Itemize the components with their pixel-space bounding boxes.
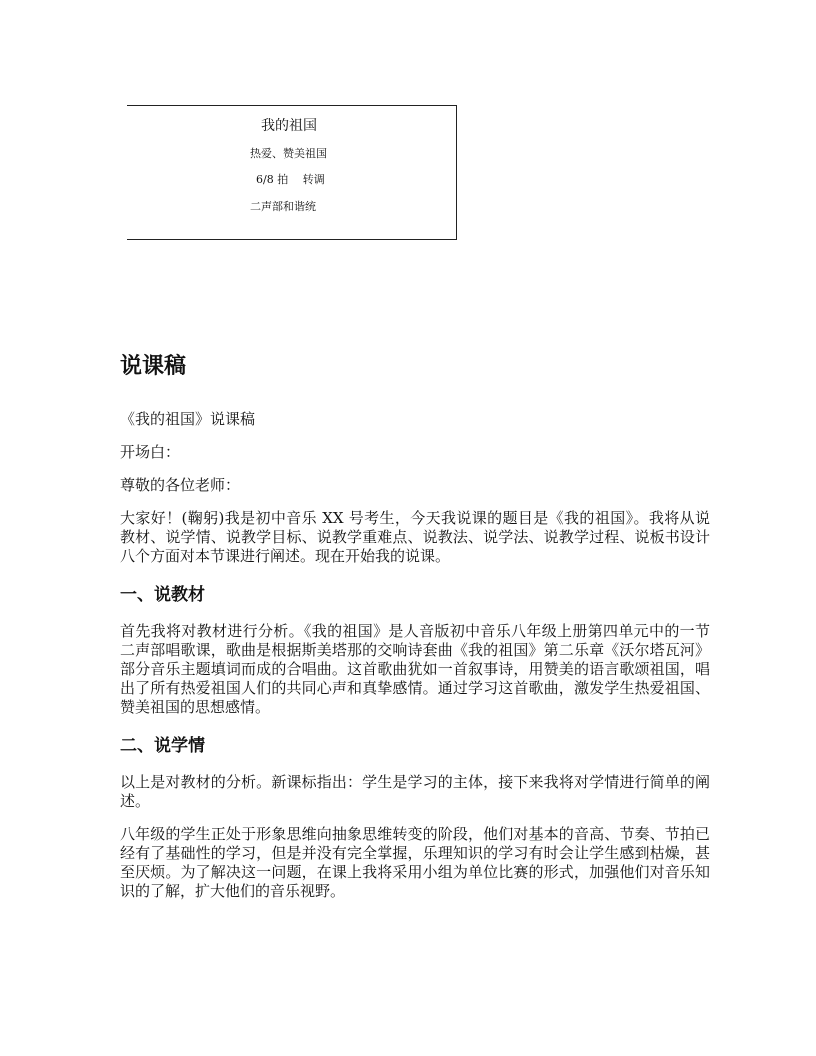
section-heading-textbook: 一、说教材: [120, 585, 205, 605]
textbook-paragraph: 首先我将对教材进行分析。《我的祖国》是人音版初中音乐八年级上册第四单元中的一节二声部唱歌课，歌曲是根据斯美塔那的交响诗套曲《我的祖国》第二乐章《沃尔塔瓦河》部分音乐主题填词而成的合唱曲。这首歌曲犹如一首叙事诗，用赞美的语言歌颂祖国，唱出了所有热爱祖国人们的共同心声和真挚感情。通过学习这首歌曲，激发学生热爱祖国、赞美祖国的思想感情。: [120, 622, 710, 716]
students-paragraph-1: 以上是对教材的分析。新课标指出：学生是学习的主体，接下来我将对学情进行简单的阐述。: [120, 773, 710, 810]
document-title: 说课稿: [120, 354, 187, 379]
lesson-summary-box: [127, 105, 457, 240]
document-subtitle: 《我的祖国》说课稿: [120, 410, 256, 428]
opening-label: 开场白：: [120, 443, 181, 461]
document-body: [120, 349, 710, 915]
section-heading-students: 二、说学情: [120, 736, 205, 756]
box-theme-line: 热爱、赞美祖国: [250, 147, 327, 160]
box-meter-line: 6/8 拍 转调: [256, 173, 325, 186]
intro-paragraph: 大家好！(鞠躬)我是初中音乐 XX 号考生，今天我说课的题目是《我的祖国》。我将从说教材、说学情、说教学目标、说教学重难点、说教法、说学法、说教学过程、说板书设计八个方面对本节课进行阐述。现在开始我的说课。: [120, 509, 710, 565]
greeting: 尊敬的各位老师：: [120, 476, 241, 494]
box-title: 我的祖国: [261, 118, 317, 134]
students-paragraph-2: 八年级的学生正处于形象思维向抽象思维转变的阶段，他们对基本的音高、节奏、节拍已经有了基础性的学习，但是并没有完全掌握，乐理知识的学习有时会让学生感到枯燥，甚至厌烦。为了解决这一问题，在课上我将采用小组为单位比赛的形式，加强他们对音乐知识的了解，扩大他们的音乐视野。: [120, 825, 710, 900]
box-harmony-line: 二声部和谐统: [250, 200, 316, 213]
